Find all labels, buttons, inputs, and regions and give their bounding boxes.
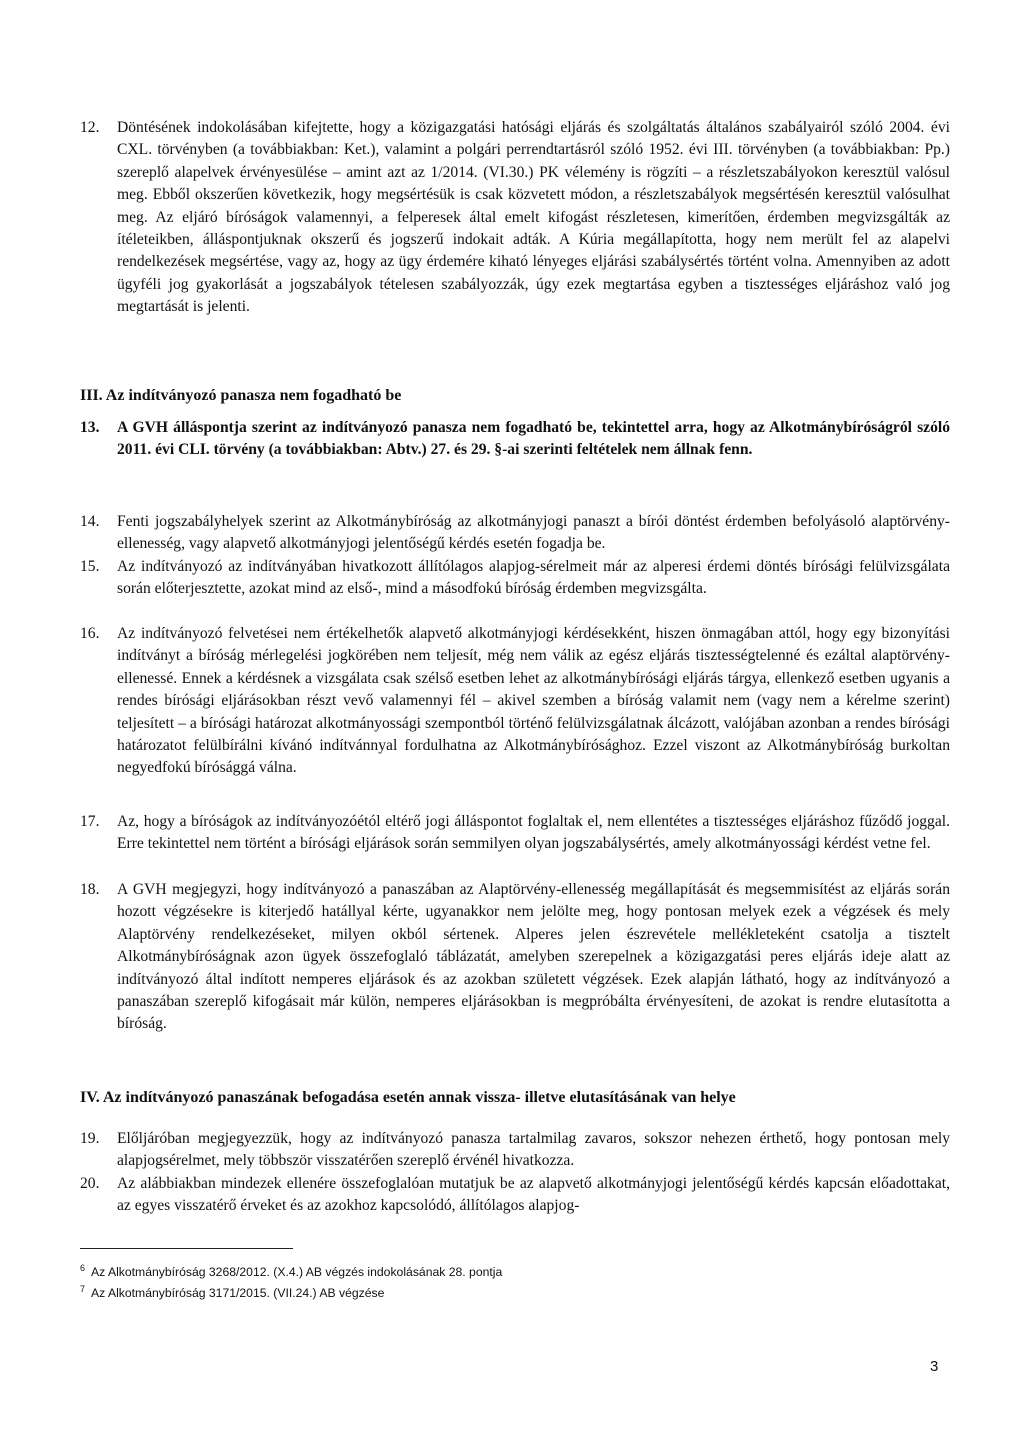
footnote-mark: 6 (80, 1263, 86, 1273)
paragraph-17 (80, 811, 950, 856)
paragraph-18 (80, 879, 950, 1036)
footnote-separator (80, 1248, 293, 1249)
paragraph-number: 16. (80, 625, 100, 642)
paragraph-19 (80, 1128, 950, 1173)
paragraph-number: 15. (80, 558, 100, 575)
paragraph-13 (80, 417, 950, 462)
paragraph-text: Az indítványozó az indítványában hivatkozott állítólagos alapjog-sérelmeit már az alperesi érdemi döntés bírósági felülvizsgálata során előterjesztette, azokat mind az első-, mind a másodfokú bíróság érdemben megvizsgálta. (117, 558, 950, 598)
paragraph-15 (80, 556, 950, 601)
paragraph-14 (80, 511, 950, 556)
paragraph-number: 13. (80, 419, 100, 436)
page-number: 3 (930, 1358, 939, 1375)
paragraph-text: Fenti jogszabályhelyek szerint az Alkotmánybíróság az alkotmányjogi panaszt a bírói döntést érdemben befolyásoló alaptörvény-ellenesség, vagy alapvető alkotmányjogi jelentőségű kérdés esetén fogadja be. (117, 513, 950, 553)
paragraph-number: 19. (80, 1130, 100, 1147)
paragraph-20 (80, 1173, 950, 1218)
paragraph-number: 14. (80, 513, 100, 530)
paragraph-text: Az, hogy a bíróságok az indítványozóétól eltérő jogi álláspontot foglaltak el, nem ellentétes a tisztességes eljáráshoz fűződő joggal. Erre tekintettel nem történt a bírósági eljárások során semmilyen olyan jogszabálysértés, amely alkotmányossági kérdést vetne fel. (117, 813, 950, 853)
paragraph-16 (80, 623, 950, 780)
paragraph-text: Az indítványozó felvetései nem értékelhetők alapvető alkotmányjogi kérdésekként, hiszen önmagában attól, hogy egy bizonyítási indítványt a bíróság mérlegelési jogkörében nem teljesít, még nem válik az egész eljárás tisztességtelenné és ezáltal alaptörvény-ellenessé. Ennek a kérdésnek a vizsgálata csak szélső esetben lehet az alkotmánybírósági eljárás tárgya, ellenkező esetben ugyanis a rendes bírósági eljárásokban részt vevő valamennyi fél – akivel szemben a bíróság valamit nem (vagy nem a kérelme szerint) teljesített – a bírósági határozat alkotmányossági szempontból történő felülvizsgálatnak álcázott, valójában azonban a rendes bírósági határozatot felülbírálni kívánó indítvánnyal fordulhatna az Alkotmánybírósághoz. Ezzel viszont az Alkotmánybíróság burkoltan negyedfokú bírósággá válna. (117, 625, 950, 777)
section-heading-iv: IV. Az indítványozó panaszának befogadása esetén annak vissza- illetve elutasításának van helye (80, 1089, 736, 1106)
paragraph-number: 20. (80, 1175, 100, 1192)
footnote-7 (80, 1281, 780, 1301)
paragraph-12 (80, 117, 950, 319)
footnote-mark: 7 (80, 1284, 86, 1294)
paragraph-text: A GVH megjegyzi, hogy indítványozó a panaszában az Alaptörvény-ellenesség megállapítását és megsemmisítést az eljárás során hozott végzésekre is kiterjedő hatállyal kérte, ugyanakkor nem jelölte meg, hogy pontosan melyek ezek a végzések és mely Alaptörvény rendelkezéseket, milyen okból sértenek. Alperes jelen észrevétele mellékleteként csatolja a tisztelt Alkotmánybíróságnak azon ügyek összefoglaló táblázatát, amelyben szerepelnek a közigazgatási peres eljárás ideje alatt az indítványozó által indított nemperes eljárások és az azokban született végzések. Ezek alapján látható, hogy az indítványozó a panaszában szereplő kifogásait már külön, nemperes eljárásokban is megpróbálta érvényesíteni, de azokat is rendre elutasította a bíróság. (117, 881, 950, 1033)
footnote-6 (80, 1260, 780, 1280)
section-heading-iii: III. Az indítványozó panasza nem fogadható be (80, 387, 402, 404)
paragraph-text: Előljáróban megjegyezzük, hogy az indítványozó panasza tartalmilag zavaros, sokszor nehezen érthető, hogy pontosan mely alapjogsérelmet, mely többször visszatérően szereplő érvénél hivatkozza. (117, 1130, 950, 1170)
footnote-text: Az Alkotmánybíróság 3268/2012. (X.4.) AB végzés indokolásának 28. pontja (91, 1265, 503, 1279)
paragraph-text: Döntésének indokolásában kifejtette, hogy a közigazgatási hatósági eljárás és szolgáltatás általános szabályairól szóló 2004. évi CXL. törvényben (a továbbiakban: Ket.), valamint a polgári perrendtartásról szóló 1952. évi III. törvényben (a továbbiakban: Pp.) szereplő alapelvek érvényesülése – amint azt az 1/2014. (VI.30.) PK vélemény is rögzíti – a részletszabályokon keresztül valósul meg. Ebből okszerűen következik, hogy megsértésük is csak közvetett módon, a részletszabályok megsértésén keresztül valósulhat meg. Az eljáró bíróságok valamennyi, a felperesek által emelt kifogást részletesen, kimerítően, érdemben megvizsgálták az ítéleteikben, álláspontjuknak okszerű és jogszerű indokait adták. A Kúria megállapította, hogy nem merült fel az alapelvi rendelkezések megsértése, vagy az, hogy az ügy érdemére kiható lényeges eljárási szabálysértés történt volna. Amennyiben az adott ügyféli jog gyakorlását a jogszabályok tételesen szabályozzák, úgy ezek megtartása egyben a tisztességes eljáráshoz való jog megtartását is jelenti. (117, 119, 950, 316)
footnote-text: Az Alkotmánybíróság 3171/2015. (VII.24.) AB végzése (91, 1286, 385, 1300)
paragraph-number: 17. (80, 813, 100, 830)
paragraph-text: Az alábbiakban mindezek ellenére összefoglalóan mutatjuk be az alapvető alkotmányjogi jelentőségű kérdés kapcsán előadottakat, az egyes visszatérő érveket és az azokhoz kapcsolódó, állítólagos alapjog- (117, 1175, 950, 1215)
paragraph-number: 12. (80, 119, 100, 136)
paragraph-number: 18. (80, 881, 100, 898)
paragraph-text: A GVH álláspontja szerint az indítványozó panasza nem fogadható be, tekintettel arra, hogy az Alkotmánybíróságról szóló 2011. évi CLI. törvény (a továbbiakban: Abtv.) 27. és 29. §-ai szerinti feltételek nem állnak fenn. (117, 419, 950, 459)
